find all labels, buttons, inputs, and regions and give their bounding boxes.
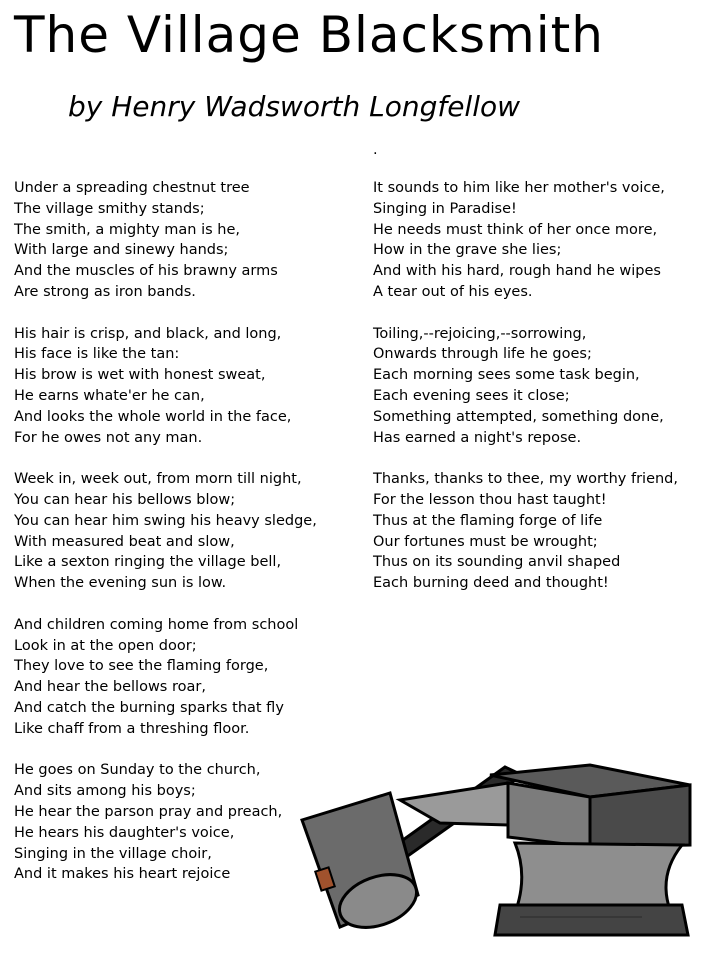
right-column <box>373 142 678 594</box>
stanza <box>14 178 317 303</box>
poem-line: With large and sinewy hands; <box>14 242 229 259</box>
poem-line: Our fortunes must be wrought; <box>373 533 598 550</box>
poem-line: Singing in the village choir, <box>14 845 212 862</box>
poem-line: He needs must think of her once more, <box>373 221 658 238</box>
poem-line: His face is like the tan: <box>14 346 180 363</box>
poem-line: Each burning deed and thought! <box>373 575 609 592</box>
poem-line: Toiling,--rejoicing,--sorrowing, <box>373 325 587 342</box>
poem-line: Thus on its sounding anvil shaped <box>373 554 621 571</box>
anvil-base <box>495 905 688 935</box>
poem-line: Has earned a night's repose. <box>373 429 582 446</box>
anvil-side <box>590 785 690 847</box>
poem-line: And it makes his heart rejoice <box>14 866 231 883</box>
poem-line: Like chaff from a threshing floor. <box>14 720 250 737</box>
poem-line: For he owes not any man. <box>14 429 203 446</box>
poem-line: His brow is wet with honest sweat, <box>14 367 266 384</box>
left-column <box>14 178 317 885</box>
poem-line: And looks the whole world in the face, <box>14 408 292 425</box>
poem-line: And with his hard, rough hand he wipes <box>373 263 661 280</box>
poem-line: He hears his daughter's voice, <box>14 824 235 841</box>
poem-line: It sounds to him like her mother's voice, <box>373 180 665 196</box>
poem-title: The Village Blacksmith <box>14 6 604 64</box>
poem-line: Singing in Paradise! <box>373 200 517 217</box>
poem-line: The village smithy stands; <box>14 200 205 217</box>
poem-line: And the muscles of his brawny arms <box>14 263 278 280</box>
poem-line: A tear out of his eyes. <box>373 283 533 300</box>
poem-line: The smith, a mighty man is he, <box>14 221 241 238</box>
poem-line: For the lesson thou hast taught! <box>373 491 607 508</box>
poem-line: And children coming home from school <box>14 616 299 633</box>
poem-line: They love to see the flaming forge, <box>14 658 269 675</box>
stanza <box>14 615 317 740</box>
anvil-waist <box>515 843 682 910</box>
author-line: by Henry Wadsworth Longfellow <box>68 90 521 123</box>
poem-line: Like a sexton ringing the village bell, <box>14 554 282 571</box>
stanza <box>373 469 678 594</box>
poem-line: Onwards through life he goes; <box>373 346 592 363</box>
poem-line: He goes on Sunday to the church, <box>14 762 261 779</box>
poem-line: Are strong as iron bands. <box>14 283 196 300</box>
poem-line: Thanks, thanks to thee, my worthy friend, <box>373 471 678 488</box>
stanza <box>14 469 317 594</box>
poem-line: And catch the burning sparks that fly <box>14 699 284 716</box>
hammer-and-anvil-icon <box>290 755 720 960</box>
poem-line: Each morning sees some task begin, <box>373 367 640 384</box>
poem-line: Under a spreading chestnut tree <box>14 180 250 196</box>
stanza <box>373 178 678 303</box>
poem-line: When the evening sun is low. <box>14 575 227 592</box>
poem-line: Thus at the flaming forge of life <box>373 512 603 529</box>
poem-line: Look in at the open door; <box>14 637 197 654</box>
stanza <box>14 760 317 885</box>
column-marker: . <box>373 142 378 158</box>
poem-line: He hear the parson pray and preach, <box>14 803 283 820</box>
poem-line: How in the grave she lies; <box>373 242 562 259</box>
poem-line: Each evening sees it close; <box>373 387 570 404</box>
poem-line: His hair is crisp, and black, and long, <box>14 325 282 342</box>
anvil-horn <box>400 783 508 825</box>
poem-line: With measured beat and slow, <box>14 533 235 550</box>
stanza <box>373 324 678 449</box>
poem-line: He earns whate'er he can, <box>14 387 205 404</box>
poem-line: Something attempted, something done, <box>373 408 664 425</box>
poem-line: And hear the bellows roar, <box>14 679 206 696</box>
poem-line: You can hear his bellows blow; <box>14 491 236 508</box>
poem-line: Week in, week out, from morn till night, <box>14 471 302 488</box>
stanza <box>14 324 317 449</box>
poem-line: And sits among his boys; <box>14 783 196 800</box>
poem-line: You can hear him swing his heavy sledge, <box>14 512 317 529</box>
